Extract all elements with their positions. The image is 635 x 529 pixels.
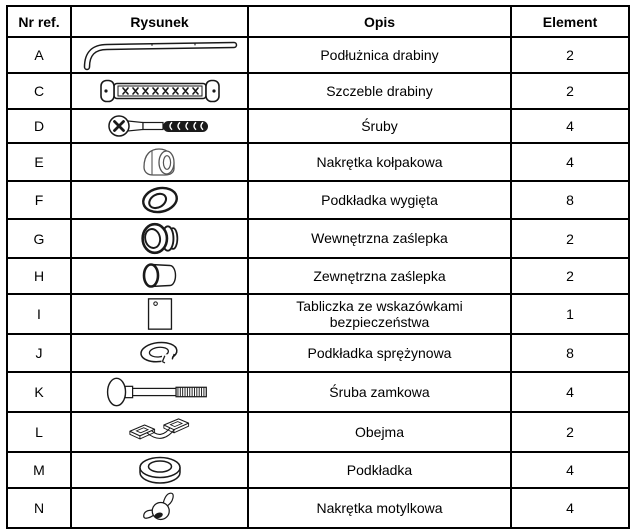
table-row — [7, 334, 629, 372]
quantity-cell: 2 — [511, 73, 629, 109]
spring-washer-drawing-icon — [135, 337, 185, 369]
outer-cap-drawing-icon — [138, 261, 182, 291]
table-row — [7, 452, 629, 488]
screw-drawing-icon — [106, 112, 214, 140]
table-row — [7, 73, 629, 109]
drawing-cell — [71, 334, 248, 372]
ref-cell: H — [7, 258, 71, 294]
quantity-cell: 2 — [511, 219, 629, 258]
ref-cell: L — [7, 412, 71, 452]
description-cell: Tabliczka ze wskazówkami bezpieczeństwa — [248, 294, 511, 334]
ref-cell: M — [7, 452, 71, 488]
description-cell: Podkładka sprężynowa — [248, 334, 511, 372]
drawing-cell — [71, 73, 248, 109]
quantity-cell: 4 — [511, 143, 629, 181]
washer-drawing-icon — [136, 455, 184, 485]
ref-cell: E — [7, 143, 71, 181]
quantity-cell: 2 — [511, 258, 629, 294]
ref-cell: D — [7, 109, 71, 143]
parts-table-header — [7, 6, 629, 37]
quantity-cell: 2 — [511, 412, 629, 452]
quantity-cell: 4 — [511, 452, 629, 488]
description-cell: Podkładka — [248, 452, 511, 488]
table-row — [7, 372, 629, 412]
cap-nut-drawing-icon — [140, 146, 180, 178]
ladder-rung-drawing-icon — [95, 76, 225, 106]
description-cell: Zewnętrzna zaślepka — [248, 258, 511, 294]
description-cell: Szczeble drabiny — [248, 73, 511, 109]
drawing-cell — [71, 294, 248, 334]
drawing-cell — [71, 219, 248, 258]
description-cell: Podkładka wygięta — [248, 181, 511, 219]
safety-label-drawing-icon — [142, 297, 178, 331]
table-row — [7, 488, 629, 528]
drawing-cell — [71, 412, 248, 452]
quantity-cell: 4 — [511, 488, 629, 528]
table-row — [7, 143, 629, 181]
ref-cell: G — [7, 219, 71, 258]
drawing-cell — [71, 258, 248, 294]
header-row — [7, 6, 629, 37]
ref-cell: F — [7, 181, 71, 219]
description-cell: Wewnętrzna zaślepka — [248, 219, 511, 258]
drawing-cell — [71, 37, 248, 73]
ref-cell: J — [7, 334, 71, 372]
table-row — [7, 37, 629, 73]
description-cell: Nakrętka kołpakowa — [248, 143, 511, 181]
ref-cell: K — [7, 372, 71, 412]
quantity-cell: 4 — [511, 372, 629, 412]
table-row — [7, 219, 629, 258]
ref-cell: I — [7, 294, 71, 334]
table-row — [7, 294, 629, 334]
ref-cell: C — [7, 73, 71, 109]
quantity-cell: 8 — [511, 334, 629, 372]
curved-washer-drawing-icon — [137, 184, 183, 216]
drawing-cell — [71, 488, 248, 528]
ref-cell: N — [7, 488, 71, 528]
header-quantity: Element — [511, 6, 629, 37]
table-row — [7, 109, 629, 143]
description-cell: Obejma — [248, 412, 511, 452]
quantity-cell: 4 — [511, 109, 629, 143]
header-description: Opis — [248, 6, 511, 37]
drawing-cell — [71, 452, 248, 488]
inner-cap-drawing-icon — [136, 222, 184, 255]
description-cell: Śruby — [248, 109, 511, 143]
wing-nut-drawing-icon — [135, 491, 185, 525]
quantity-cell: 2 — [511, 37, 629, 73]
description-cell: Śruba zamkowa — [248, 372, 511, 412]
table-row — [7, 181, 629, 219]
header-ref: Nr ref. — [7, 6, 71, 37]
quantity-cell: 1 — [511, 294, 629, 334]
drawing-cell — [71, 143, 248, 181]
description-cell: Nakrętka motylkowa — [248, 488, 511, 528]
parts-table — [6, 5, 630, 529]
ref-cell: A — [7, 37, 71, 73]
drawing-cell — [71, 109, 248, 143]
table-row — [7, 258, 629, 294]
clamp-drawing-icon — [117, 415, 203, 449]
drawing-cell — [71, 372, 248, 412]
drawing-cell — [71, 181, 248, 219]
quantity-cell: 8 — [511, 181, 629, 219]
description-cell: Podłużnica drabiny — [248, 37, 511, 73]
header-drawing: Rysunek — [71, 6, 248, 37]
carriage-bolt-drawing-icon — [99, 375, 221, 409]
ladder-side-rail-drawing-icon — [77, 40, 242, 70]
table-row — [7, 412, 629, 452]
